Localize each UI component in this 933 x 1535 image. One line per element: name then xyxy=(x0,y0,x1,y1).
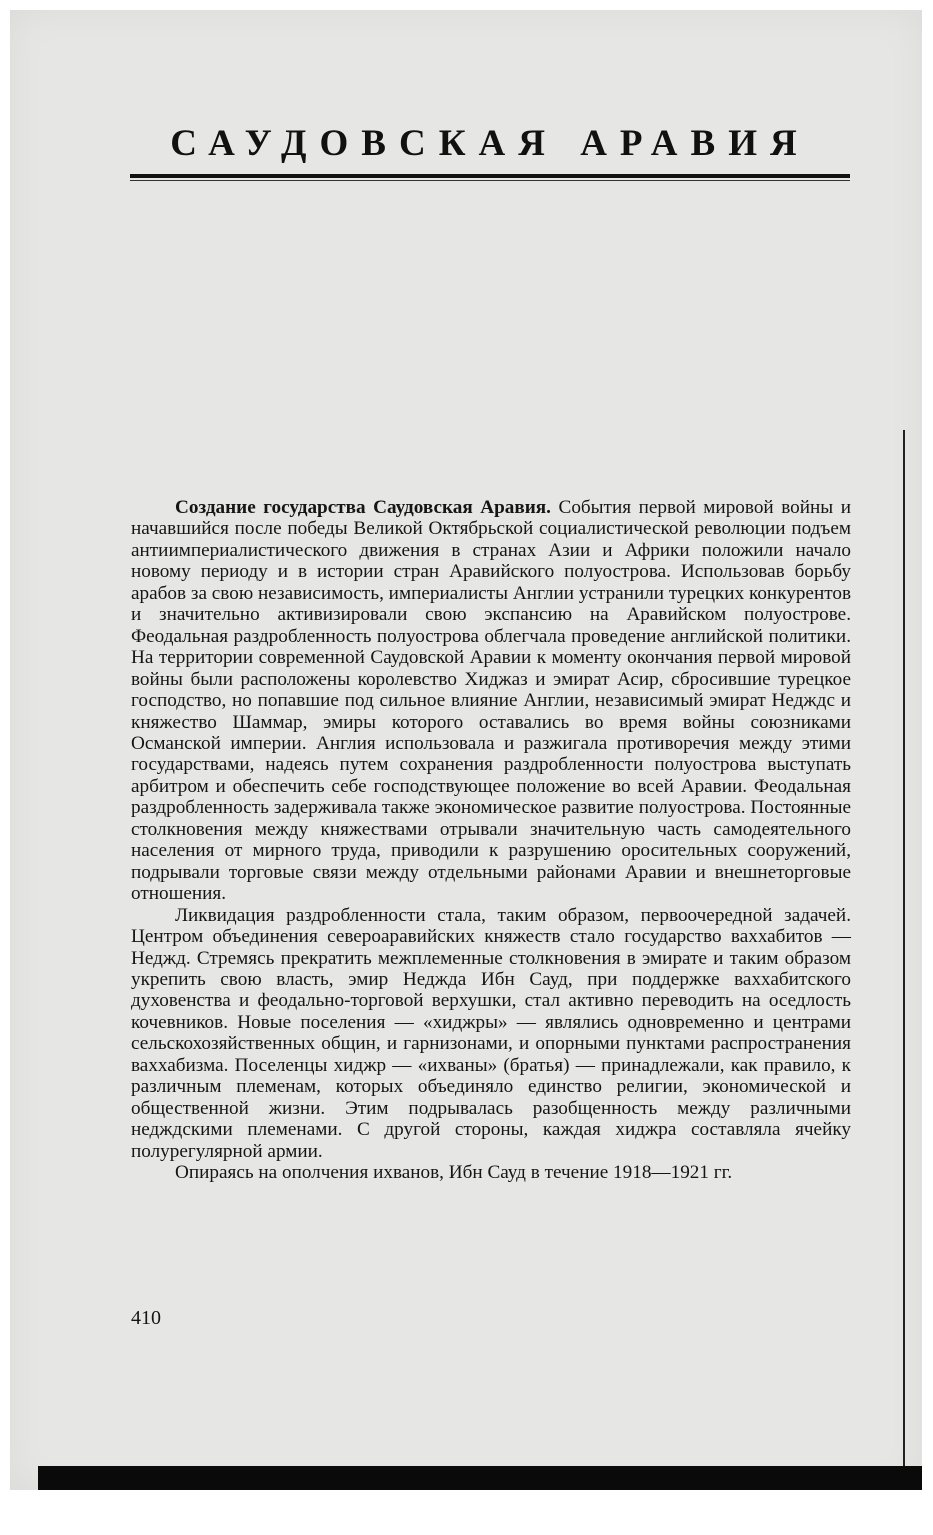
scan-bottom-border xyxy=(38,1466,922,1490)
paragraph-2: Ликвидация раздробленности стала, таким образом, первоочередной задачей. Центром объединения североаравийских княжеств стало государство ваххабитов — Неджд. Стремясь прекратить межплеменные столкновения в эмирате и таким образом укрепить свою власть, эмир Неджда Ибн Сауд, при поддержке ваххабитского духовенства и феодально-торговой верхушки, стал активно переводить на оседлость кочевников. Новые поселения — «хиджры» — являлись одновременно и центрами сельскохозяйственных общин, и гарнизонами, и опорными пунктами распространения ваххабизма. Поселенцы хиджр — «ихваны» (братья) — принадлежали, как правило, к различным племенам, которых объединяло единство религии, экономической и общественной жизни. Этим подрывалась разобщенность между различными недждскими племенами. С другой стороны, каждая хиджра составляла ячейку полурегулярной армии. xyxy=(131,904,851,1162)
page-number: 410 xyxy=(131,1307,161,1329)
paragraph-1-text: События первой мировой войны и начавшийся после победы Великой Октябрьской социалистической революции подъем антиимпериалистического движения в странах Азии и Африки положили начало новому периоду и в истории стран Аравийского полуострова. Использовав борьбу арабов за свою независимость, империалисты Англии устранили турецких конкурентов и значительно активизировали свою экспансию на Аравийском полуострове. Феодальная раздробленность полуострова облегчала проведение английской политики. На территории современной Саудовской Аравии к моменту окончания первой мировой войны были расположены королевство Хиджаз и эмират Асир, сбросившие турецкое господство, но попавшие под сильное влияние Англии, независимый эмират Недждс и княжество Шаммар, эмиры которого оставались во время войны союзниками Османской империи. Англия использовала и разжигала противоречия между этими государствами, надеясь путем сохранения раздробленности полуострова выступать арбитром и обеспечить себе господствующее положение во всей Аравии. Феодальная раздробленность задерживала также экономическое развитие полуострова. Постоянные столкновения между княжествами отрывали значительную часть самодеятельного населения от мирного труда, приводили к разрушению оросительных сооружений, подрывали торговые связи между отдельными районами Аравии и внешнеторговые отношения. xyxy=(131,497,851,905)
body-text xyxy=(131,497,851,1184)
paragraph-1 xyxy=(131,497,851,905)
section-heading: Создание государства Саудовская Аравия. xyxy=(175,497,551,518)
paragraph-3: Опираясь на ополчения ихванов, Ибн Сауд в течение 1918—1921 гг. xyxy=(175,1162,733,1184)
title-rule-thick xyxy=(130,174,850,178)
chapter-title: САУДОВСКАЯ АРАВИЯ xyxy=(170,123,810,164)
title-rule-thin xyxy=(130,180,850,181)
page-edge-shadow xyxy=(903,430,905,1470)
